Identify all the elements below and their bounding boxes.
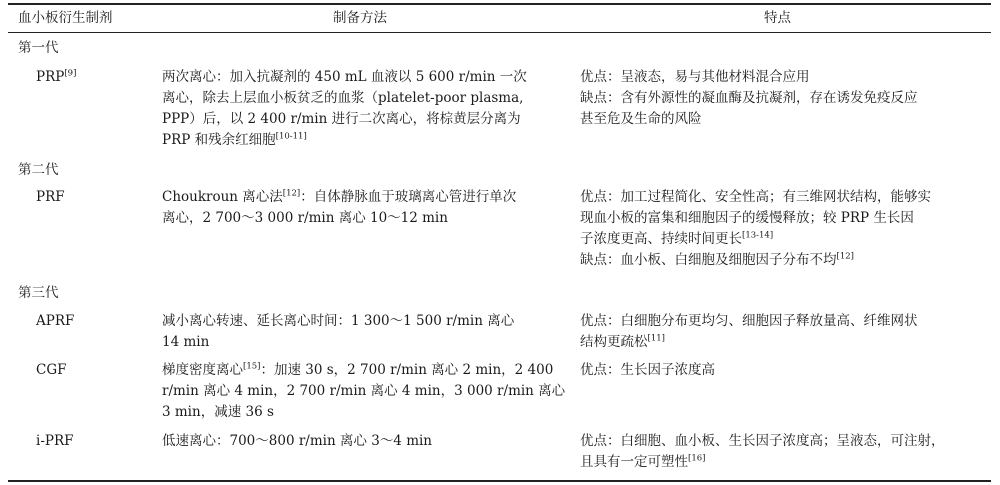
row-name-prf: PRF	[36, 189, 65, 205]
feature-cell-prp	[580, 67, 918, 130]
method-line-last	[162, 130, 527, 151]
feature-cell-iprf	[580, 431, 945, 473]
method-line: 14 min	[162, 334, 210, 350]
row-name: PRP	[36, 69, 65, 85]
method-line: r/min 离心 4 min，2 700 r/min 离心 4 min，3 000 r/min 离心	[162, 383, 566, 399]
method-text: 梯度密度离心	[162, 362, 243, 378]
method-cell-prp	[162, 67, 527, 151]
method-line: 两次离心：加入抗凝剂的 450 mL 血液以 5 600 r/min 一次	[162, 69, 527, 85]
table-bottom-rule	[8, 480, 991, 482]
method-line: 减小离心转速、延长离心时间：1 300～1 500 r/min 离心	[162, 313, 515, 329]
method-line	[162, 360, 565, 381]
method-line: 离心，2 700～3 000 r/min 离心 10～12 min	[162, 210, 448, 226]
method-line	[162, 187, 516, 208]
feature-cell-aprf	[580, 311, 918, 353]
method-text: ：加速 30 s，2 700 r/min 离心 2 min，2 400	[260, 362, 554, 378]
method-cell-iprf: 低速离心：700～800 r/min 离心 3～4 min	[162, 433, 433, 449]
feature-text: 缺点：血小板、白细胞及细胞因子分布不均	[580, 252, 837, 268]
feature-text: 结构更疏松	[580, 334, 648, 350]
citation: [16]	[688, 453, 706, 464]
citation: [9]	[64, 68, 77, 79]
citation: [12]	[836, 251, 854, 262]
feature-line	[580, 452, 945, 473]
header-derivative: 血小板衍生制剂	[18, 10, 113, 26]
row-name-aprf: APRF	[36, 313, 75, 329]
feature-line	[580, 229, 931, 250]
method-text: ：自体静脉血于玻璃离心管进行单次	[300, 189, 517, 205]
method-line: 离心，除去上层血小板贫乏的血浆（platelet-poor plasma,	[162, 90, 524, 106]
section-title: 第一代	[18, 40, 59, 56]
feature-cell-prf	[580, 187, 931, 271]
method-text: Choukroun 离心法	[162, 189, 283, 205]
feature-line: 优点：白细胞分布更均匀、细胞因子释放量高、纤维网状	[580, 313, 918, 329]
section-title: 第二代	[18, 162, 59, 178]
feature-line: 优点：白细胞、血小板、生长因子浓度高；呈液态，可注射，	[580, 433, 945, 449]
feature-line: 现血小板的富集和细胞因子的缓慢释放；较 PRP 生长因	[580, 210, 914, 226]
feature-line: 缺点：含有外源性的凝血酶及抗凝剂，存在诱发免疫反应	[580, 90, 918, 106]
citation: [13-14]	[742, 230, 774, 241]
method-cell-prf	[162, 187, 516, 229]
section-title: 第三代	[18, 285, 59, 301]
feature-line: 优点：呈液态，易与其他材料混合应用	[580, 69, 810, 85]
method-line: 3 min，减速 36 s	[162, 404, 274, 420]
method-cell-aprf	[162, 311, 514, 353]
feature-text: 且具有一定可塑性	[580, 454, 688, 470]
feature-line	[580, 332, 918, 353]
feature-line: 优点：加工过程简化、安全性高；有三维网状结构，能够实	[580, 189, 931, 205]
header-bottom-rule	[8, 32, 991, 33]
method-text: PRP 和残余红细胞	[162, 132, 276, 148]
citation: [12]	[282, 188, 301, 199]
row-name-iprf: i-PRF	[36, 433, 74, 449]
header-method: 制备方法	[333, 10, 387, 26]
method-line: PPP）后，以 2 400 r/min 进行二次离心，将棕黄层分离为	[162, 111, 521, 127]
citation: [11]	[647, 333, 665, 344]
feature-cell-cgf: 优点：生长因子浓度高	[580, 362, 715, 378]
method-cell-cgf	[162, 360, 565, 423]
header-features: 特点	[764, 10, 791, 26]
citation: [10-11]	[275, 131, 307, 142]
feature-line	[580, 250, 931, 271]
row-name-prp	[36, 67, 76, 88]
feature-text: 子浓度更高、持续时间更长	[580, 231, 742, 247]
feature-line: 甚至危及生命的风险	[580, 111, 702, 127]
citation: [15]	[243, 361, 261, 372]
table-top-rule	[8, 3, 991, 5]
row-name-cgf: CGF	[36, 362, 67, 378]
